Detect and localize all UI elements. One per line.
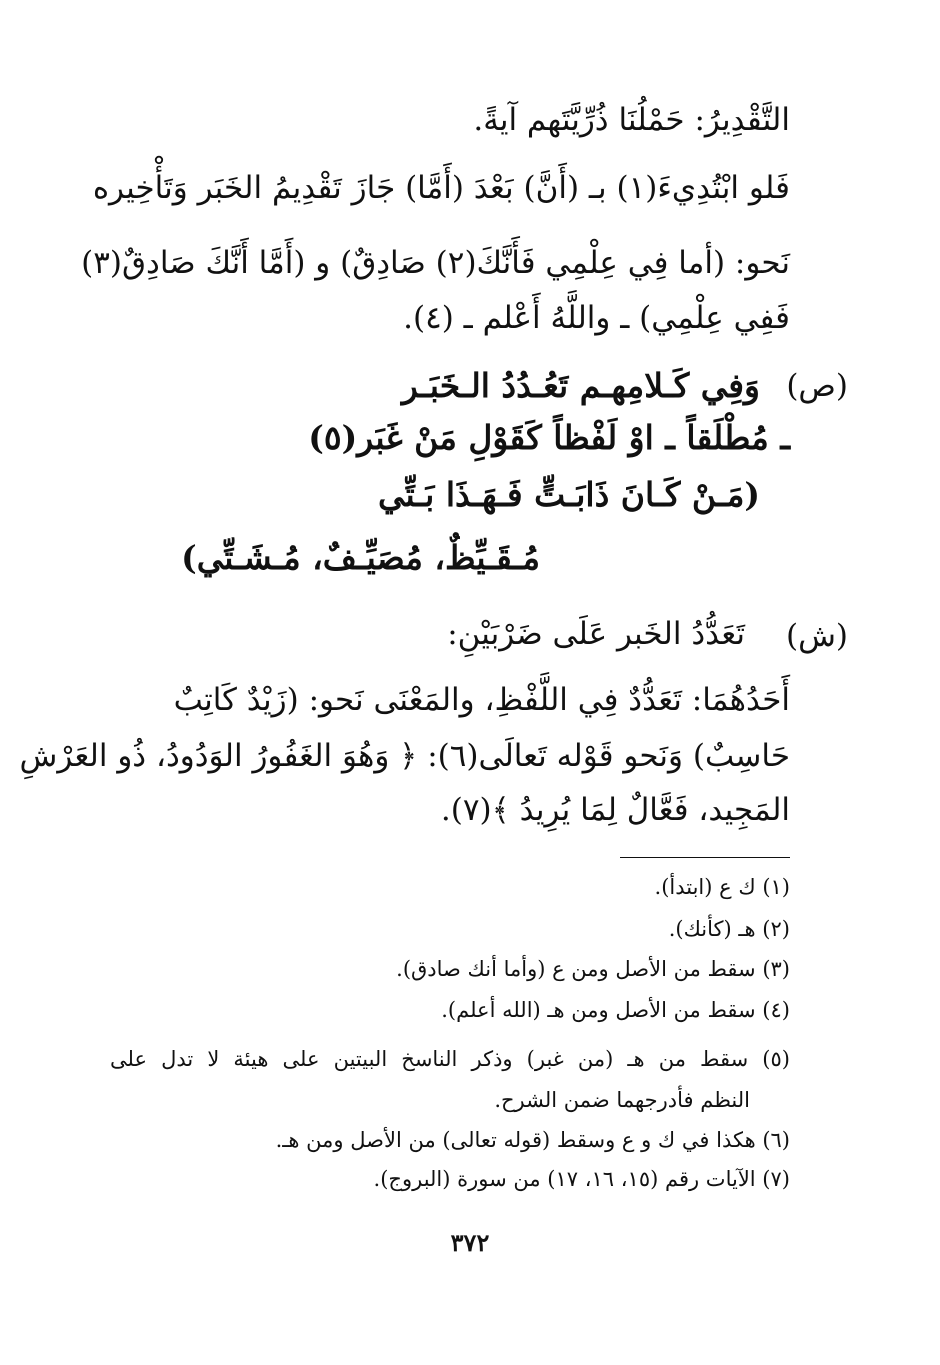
footnote-6: (٦) هكذا في ك و ع وسقط (قوله تعالى) من الأصل ومن هـ. xyxy=(275,1128,790,1152)
sharh-heading: تَعَدُّدُ الخَبر عَلَى ضَرْبَيْنِ: xyxy=(447,616,745,652)
body-line-2: فَلو ابْتُدِيءَ(١) بـ (أَنَّ) بَعْدَ (أَمَّا) جَازَ تَقْدِيمُ الخَبَر وَتَأْخِيره xyxy=(92,170,790,206)
body-line-4: فَفِي عِلْمِي) ـ واللَّهُ أَعْلم ـ (٤). xyxy=(403,300,790,336)
footnote-2: (٢) هـ (كأنك). xyxy=(668,917,790,941)
matn-line-4: مُـقَـيِّظٌ، مُصَيِّـفٌ، مُـشَـتِّي) xyxy=(181,538,540,577)
page-number: ٣٧٢ xyxy=(450,1228,490,1257)
matn-line-3: (مَـنْ كَـانَ ذَابَـتٍّ فَـهَـذَا بَـتِّي xyxy=(378,475,760,514)
sharh-label: (ش) xyxy=(785,618,848,654)
sharh-line-2: حَاسِبٌ) وَنَحو قَوْله تَعالَى(٦): ﴿ وَهُوَ الغَفُورُ الوَدُودُ، ذُو العَرْشِ xyxy=(19,738,790,774)
footnote-4: (٤) سقط من الأصل ومن هـ (الله أعلم). xyxy=(441,998,790,1022)
body-line-3: نَحو: (أما فِي عِلْمِي فَأَنَّكَ(٢) صَادِقٌ) و (أَمَّا أَنَّكَ صَادِقٌ(٣) xyxy=(81,245,790,281)
matn-line-1: وَفِي كَـلامِهـم تَعُـدُدُ الـخَبَـر xyxy=(401,366,760,405)
sharh-line-1: أَحَدُهُمَا: تَعَدُّدٌ فِي اللَّفْظِ، والمَعْنَى نَحو: (زَيْدٌ كَاتِبٌ xyxy=(173,682,790,718)
sharh-line-3: المَجِيد، فَعَّالٌ لِمَا يُرِيدُ ﴾(٧). xyxy=(440,792,790,828)
footnote-7: (٧) الآيات رقم (١٥، ١٦، ١٧) من سورة (البروج). xyxy=(373,1167,790,1191)
footnote-5-continued: النظم فأدرجهما ضمن الشرح. xyxy=(494,1088,750,1112)
footnote-5: (٥) سقط من هـ (من غبر) وذكر الناسخ البيتين على هيئة لا تدل على xyxy=(110,1047,790,1071)
footnote-separator xyxy=(620,857,790,858)
matn-line-2: ـ مُطْلَقاً ـ اوْ لَفْظاً كَقَوْلِ مَنْ غَبَر(٥) xyxy=(308,418,790,457)
footnote-3: (٣) سقط من الأصل ومن ع (وأما أنك صادق). xyxy=(396,957,790,981)
body-line-1: التَّقْدِيرُ: حَمْلُنَا ذُرِّيَّتَهم آيةً. xyxy=(473,102,790,138)
footnote-1: (١) ك ع (ابتدأ). xyxy=(654,875,790,899)
matn-label: (ص) xyxy=(786,368,848,404)
